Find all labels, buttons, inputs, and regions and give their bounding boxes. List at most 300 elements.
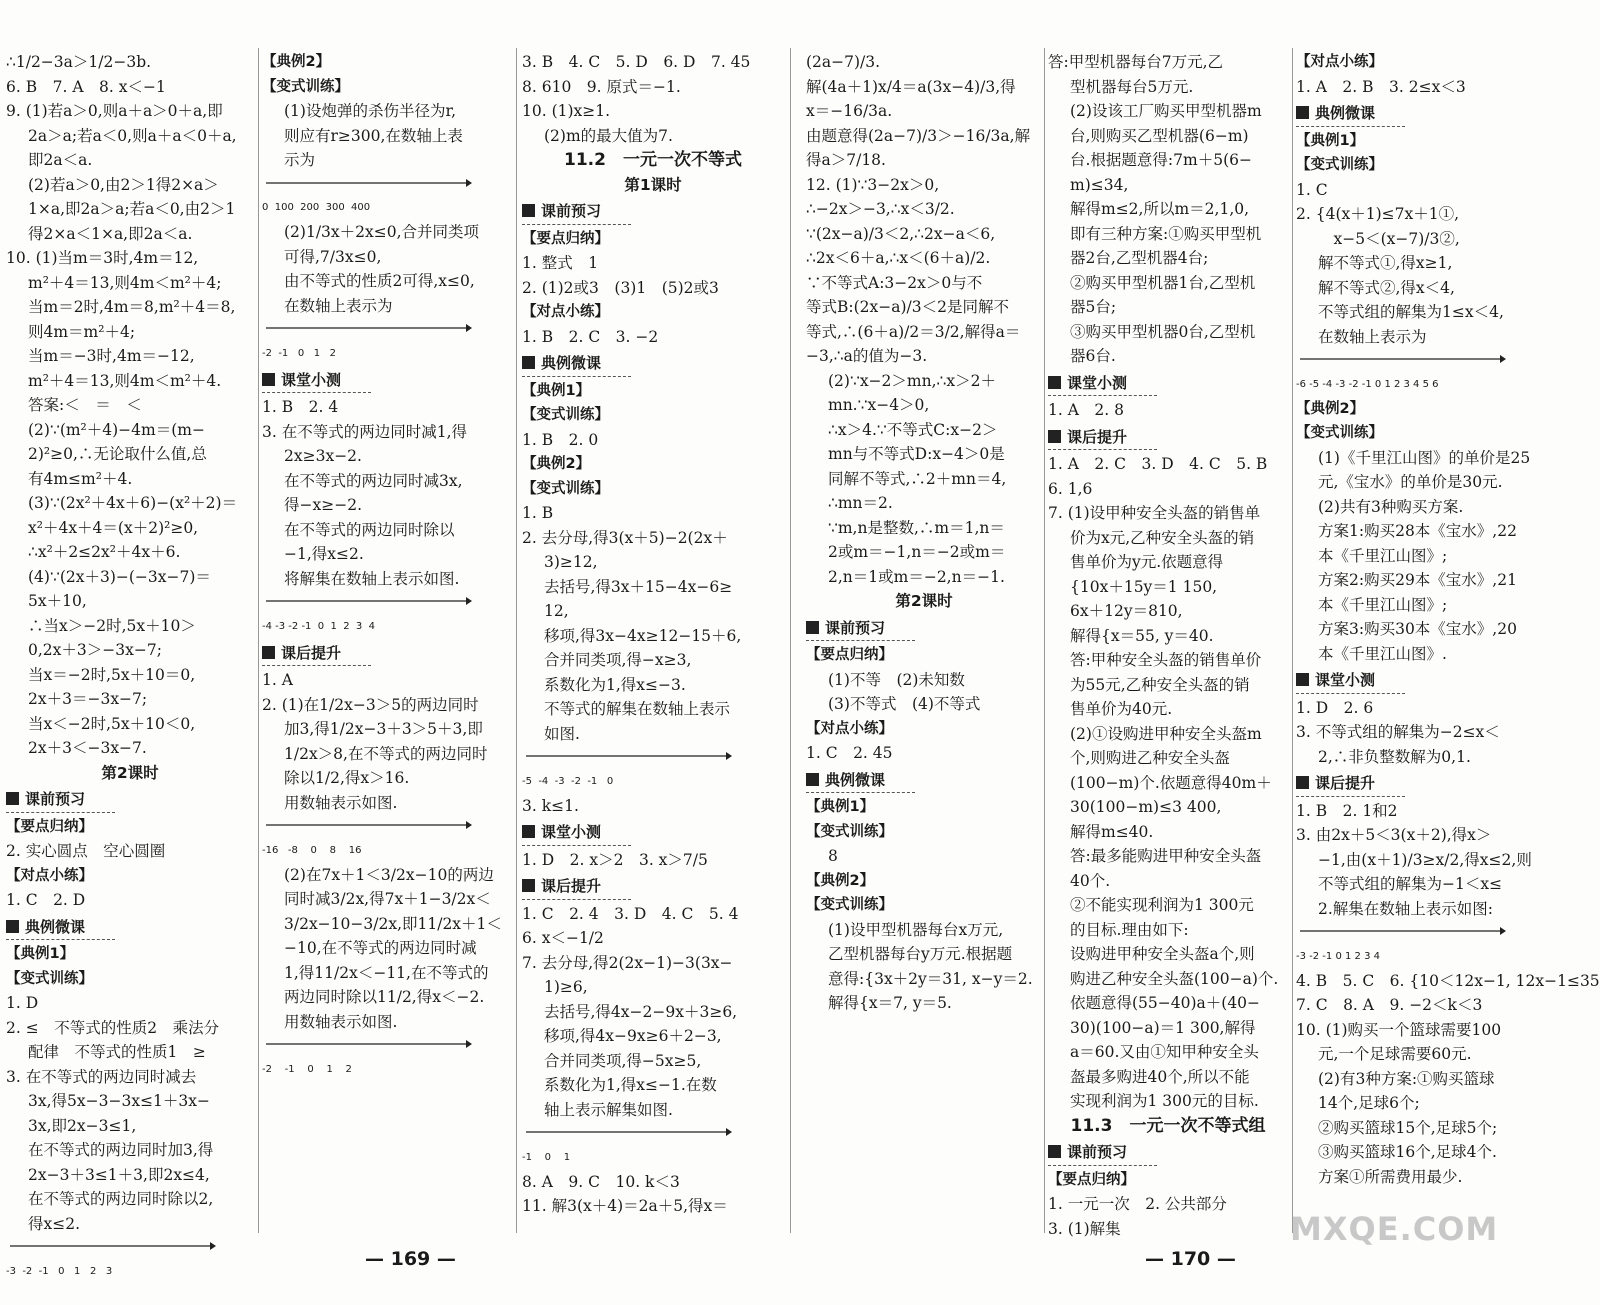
- section-marker-icon: [262, 373, 275, 386]
- answer-line-text: 答:甲型机器每台7万元,乙: [1048, 53, 1224, 71]
- answer-line: [806, 991, 1042, 1016]
- answer-line-text: 解得{x＝7, y＝5.: [828, 994, 952, 1012]
- answer-line-text: 3. 在不等式的两边同时减去: [6, 1067, 197, 1086]
- answer-line-text: (1)《千里江山图》的单价是25: [1318, 448, 1531, 467]
- answer-line-text: 由题意得(2a−7)/3＞−16/3a,解: [806, 126, 1031, 145]
- answer-line: [1296, 993, 1544, 1018]
- answer-line: [1296, 1116, 1544, 1141]
- answer-line-text: 7. (1)设甲种安全头盔的销售单: [1048, 504, 1261, 522]
- answer-line: [522, 276, 784, 301]
- answer-line: [806, 692, 1042, 717]
- lesson-title-text: 第2课时: [895, 592, 953, 610]
- answer-line: [1296, 823, 1544, 848]
- answer-line-text: 方案2:购买29本《宝水》,21: [1318, 571, 1517, 589]
- answer-line-text: m)≤34,: [1070, 175, 1129, 194]
- section-heading-text: 课前预习: [25, 790, 86, 808]
- answer-line: [1048, 550, 1288, 575]
- answer-line-text: 不等式组的解集为1≤x＜4,: [1318, 303, 1504, 321]
- bracket-heading: [6, 864, 254, 889]
- answer-line: [806, 148, 1042, 173]
- number-line-graphic: [262, 322, 472, 348]
- answer-line-text: 用数轴表示如图.: [284, 793, 398, 812]
- answer-line-text: 即有三种方案:①购买甲型机: [1070, 224, 1262, 243]
- answer-line-text: 11. 解3(x＋4)＝2a＋5,得x＝: [522, 1197, 728, 1215]
- answer-line-text: 有4m≤m²＋4.: [28, 469, 133, 488]
- bracket-heading-text: 【典例2】: [1296, 400, 1365, 417]
- column-6: [1296, 50, 1600, 1270]
- answer-line: [1296, 276, 1544, 301]
- number-line-graphic: [1296, 353, 1506, 379]
- answer-line: [806, 173, 1042, 198]
- section-marker-icon: [1296, 106, 1309, 119]
- answer-line-text: mn与不等式D:x−4＞0是: [828, 445, 1005, 463]
- answer-line: [6, 491, 254, 516]
- answer-line-text: 1. B 2. C 3. −2: [522, 327, 659, 346]
- section-heading-text: 课堂小测: [1067, 373, 1128, 392]
- answer-line-text: 3/2x−10−3/2x,即11/2x＋1＜: [284, 914, 502, 933]
- answer-line: [6, 1040, 254, 1065]
- answer-line-text: 1. C 2. 4 3. D 4. C 5. 4: [522, 904, 739, 923]
- answer-line-text: 2,∴非负整数解为0,1.: [1318, 747, 1471, 766]
- answer-line-text: 1. C: [1296, 180, 1328, 199]
- answer-line: [6, 1163, 254, 1188]
- section-heading: [262, 641, 371, 667]
- number-line: [1296, 353, 1544, 391]
- answer-line-text: 系数化为1,得x≤−3.: [544, 675, 686, 694]
- answer-line: [262, 99, 512, 124]
- answer-line-text: 7. C 8. A 9. −2＜k＜3: [1296, 996, 1483, 1014]
- answer-line: [262, 294, 512, 319]
- number-line-graphic: [1296, 925, 1506, 951]
- section-heading: [1296, 101, 1405, 127]
- number-line-labels: -1 0 1: [522, 1151, 571, 1163]
- answer-line-text: ∴1/2−3a＞1/2−3b.: [6, 53, 152, 71]
- bracket-heading-text: 【要点归纳】: [806, 647, 893, 663]
- answer-line-text: 1. B 2. 4: [262, 398, 339, 416]
- answer-line-text: 不等式的解集在数轴上表示: [544, 700, 731, 718]
- answer-line-text: 乙型机器每台y万元.根据题: [828, 945, 1013, 963]
- answer-line: [6, 565, 254, 590]
- answer-line-text: 1. B 2. 1和2: [1296, 801, 1398, 820]
- section-heading: [806, 616, 915, 642]
- answer-line-text: 本《千里江山图》;: [1318, 595, 1448, 614]
- answer-line-text: 当x＜−2时,5x＋10＜0,: [28, 714, 196, 733]
- number-line: [1296, 925, 1544, 963]
- bracket-heading: [1296, 421, 1544, 446]
- answer-line-text: 1)≥6,: [544, 978, 588, 996]
- answer-line: [262, 863, 512, 888]
- bracket-heading: [806, 893, 1042, 918]
- answer-line: [806, 99, 1042, 124]
- answer-line-text: 2. (1)2或3 (3)1 (5)2或3: [522, 278, 719, 297]
- answer-line-text: 在数轴上表示为: [284, 296, 393, 315]
- answer-line-text: 系数化为1,得x≤−1.在数: [544, 1076, 717, 1094]
- column-divider: [1044, 48, 1045, 1233]
- answer-line: [262, 936, 512, 961]
- bracket-heading: [806, 869, 1042, 894]
- answer-line-text: 6. x＜−1/2: [522, 929, 604, 947]
- column-4: [806, 50, 1042, 1270]
- answer-line-text: a＝60.又由①知甲种安全头: [1070, 1043, 1259, 1061]
- section-heading: [522, 199, 631, 225]
- answer-line: [522, 550, 784, 575]
- answer-line: [522, 1024, 784, 1049]
- answer-line: [806, 344, 1042, 369]
- column-divider: [258, 48, 259, 1233]
- answer-line-text: 14个,足球6个;: [1318, 1094, 1420, 1112]
- answer-line-text: 加3,得1/2x−3＋3＞5＋3,即: [284, 720, 483, 738]
- lesson-title: [522, 173, 784, 198]
- answer-line: [1048, 575, 1288, 600]
- answer-line-text: 当x＝−2时,5x＋10＝0,: [28, 665, 196, 684]
- answer-line: [1048, 599, 1288, 624]
- answer-line: [6, 736, 254, 761]
- answer-line-text: 6x＋12y＝810,: [1070, 602, 1183, 620]
- answer-line-text: 2x−3＋3≤1＋3,即2x≤4,: [28, 1165, 210, 1184]
- section-marker-icon: [806, 621, 819, 634]
- answer-line-text: ③购买篮球16个,足球4个.: [1318, 1143, 1497, 1161]
- section-heading: [6, 787, 115, 813]
- answer-line-text: (2)∵(m²＋4)−4m＝(m−: [28, 420, 205, 439]
- answer-line-text: ∴x＞4.∵不等式C:x−2＞: [828, 420, 998, 439]
- answer-line-text: 解得m≤2,所以m＝2,1,0,: [1070, 200, 1250, 218]
- column-divider: [516, 48, 517, 1233]
- answer-line: [1048, 398, 1288, 423]
- number-line: [262, 595, 512, 633]
- answer-line: [1296, 519, 1544, 544]
- answer-line: [1048, 173, 1288, 198]
- answer-line-text: 8. 610 9. 原式＝−1.: [522, 77, 681, 96]
- answer-line: [522, 325, 784, 350]
- bracket-heading: [806, 717, 1042, 742]
- answer-line-text: −3,∴a的值为−3.: [806, 347, 928, 365]
- answer-line: [522, 673, 784, 698]
- answer-line: [1048, 148, 1288, 173]
- answer-line: [6, 687, 254, 712]
- answer-line: [806, 516, 1042, 541]
- section-heading-text: 课前预习: [541, 202, 602, 220]
- column-5: [1048, 50, 1288, 1270]
- answer-line-text: 2.解集在数轴上表示如图:: [1318, 899, 1494, 918]
- answer-line-text: 如图.: [544, 724, 580, 743]
- answer-line-text: 移项,得4x−9x≥6＋2−3,: [544, 1027, 722, 1045]
- answer-line: [6, 888, 254, 913]
- number-line: [262, 322, 512, 360]
- bracket-heading-text: 【典例1】: [1296, 132, 1365, 149]
- answer-line-text: 30)(100−a)＝1 300,解得: [1070, 1018, 1256, 1037]
- answer-line-text: −10,在不等式的两边同时减: [284, 939, 477, 957]
- answer-line: [1048, 1040, 1288, 1065]
- section-marker-icon: [806, 773, 819, 786]
- answer-line: [1296, 1140, 1544, 1165]
- answer-line: [806, 124, 1042, 149]
- answer-line: [262, 961, 512, 986]
- answer-line: [522, 951, 784, 976]
- column-2: [262, 50, 512, 1270]
- answer-line: [262, 717, 512, 742]
- answer-line: [6, 991, 254, 1016]
- answer-line: [262, 220, 512, 245]
- section-heading: [6, 915, 115, 941]
- answer-line-text: 1. A 2. C 3. D 4. C 5. B: [1048, 455, 1268, 473]
- section-heading-text: 典例微课: [541, 354, 602, 372]
- section-marker-icon: [1296, 673, 1309, 686]
- answer-line-text: 两边同时除以11/2,得x＜−2.: [284, 988, 485, 1006]
- answer-line: [1048, 99, 1288, 124]
- answer-line-text: ∴当x＞−2时,5x＋10＞: [28, 616, 196, 635]
- answer-line: [6, 50, 254, 75]
- answer-line: [1048, 452, 1288, 477]
- answer-line-text: 解得m≤40.: [1070, 822, 1154, 841]
- answer-line-text: 个,则购进乙种安全头盔: [1070, 749, 1230, 767]
- answer-line: [6, 222, 254, 247]
- bracket-heading: [806, 820, 1042, 845]
- column-divider: [1292, 48, 1293, 1233]
- answer-line-text: 9. (1)若a＞0,则a＋a＞0＋a,即: [6, 102, 223, 120]
- answer-line: [262, 444, 512, 469]
- answer-line-text: 轴上表示解集如图.: [544, 1100, 673, 1119]
- answer-line-text: 则4m＝m²＋4;: [28, 322, 136, 341]
- answer-line: [1048, 477, 1288, 502]
- number-line-graphic: [262, 595, 472, 621]
- answer-line-text: −1,由(x＋1)/3≥x/2,得x≤2,则: [1318, 850, 1532, 869]
- number-line-graphic: [522, 750, 732, 776]
- answer-line: [1296, 202, 1544, 227]
- answer-line: [522, 75, 784, 100]
- answer-line: [522, 1073, 784, 1098]
- bracket-heading: [806, 643, 1042, 668]
- answer-line: [522, 926, 784, 951]
- answer-line: [262, 912, 512, 937]
- section-heading: [1048, 371, 1157, 397]
- answer-line: [806, 467, 1042, 492]
- answer-line-text: 1/2x＞8,在不等式的两边同时: [284, 744, 488, 763]
- answer-line: [1048, 1016, 1288, 1041]
- answer-line-text: 本《千里江山图》;: [1318, 546, 1448, 565]
- lesson-title: [1048, 1114, 1288, 1139]
- answer-line-text: 3x,得5x−3−3x≤1＋3x−: [28, 1092, 211, 1110]
- answer-line-text: 1. D 2. 6: [1296, 698, 1374, 717]
- section-marker-icon: [522, 825, 535, 838]
- bracket-heading-text: 【变式训练】: [1296, 157, 1383, 173]
- answer-line-text: 同时减3/2x,得7x＋1−3/2x＜: [284, 890, 491, 908]
- answer-line-text: 5x＋10,: [28, 592, 87, 610]
- answer-line-text: 实现利润为1 300元的目标.: [1070, 1092, 1259, 1110]
- answer-line: [522, 722, 784, 747]
- section-heading: [1048, 1140, 1157, 1166]
- answer-line: [262, 887, 512, 912]
- answer-line: [806, 320, 1042, 345]
- answer-line: [6, 712, 254, 737]
- answer-line: [806, 540, 1042, 565]
- bracket-heading-text: 【要点归纳】: [6, 818, 93, 835]
- answer-line-text: mn.∵x−4＞0,: [828, 396, 930, 414]
- bracket-heading-text: 【典例2】: [806, 872, 875, 889]
- section-marker-icon: [262, 646, 275, 659]
- answer-line: [806, 222, 1042, 247]
- answer-line: [1296, 568, 1544, 593]
- answer-line: [262, 1010, 512, 1035]
- answer-line: [1296, 872, 1544, 897]
- lesson-title-text: 第2课时: [101, 763, 159, 782]
- answer-line: [6, 124, 254, 149]
- section-heading-text: 典例微课: [25, 917, 86, 936]
- answer-line: [806, 565, 1042, 590]
- answer-line-text: ∴x²＋2≤2x²＋4x＋6.: [28, 543, 181, 561]
- answer-line: [522, 251, 784, 276]
- number-line-labels: -16 -8 0 8 16: [262, 844, 362, 856]
- answer-line-text: 10. (1)购买一个篮球需要100: [1296, 1020, 1502, 1039]
- lesson-title-text: 第1课时: [624, 175, 682, 194]
- answer-line-text: 得2×a＜1×a,即2a＜a.: [28, 224, 193, 243]
- answer-line: [6, 589, 254, 614]
- answer-line: [1296, 799, 1544, 824]
- bracket-heading: [1296, 50, 1544, 75]
- answer-line-text: 1. D 2. x＞2 3. x＞7/5: [522, 850, 708, 869]
- answer-line-text: ③购买甲型机器0台,乙型机: [1070, 322, 1256, 341]
- answer-line: [522, 1194, 784, 1219]
- answer-line-text: 在不等式的两边同时加3,得: [28, 1141, 214, 1159]
- answer-line: [262, 567, 512, 592]
- answer-line: [6, 173, 254, 198]
- section-heading: [522, 874, 631, 900]
- bracket-heading-text: 【变式训练】: [522, 407, 609, 423]
- answer-line: [806, 393, 1042, 418]
- answer-line-text: (1)设甲型机器每台x万元,: [828, 920, 1004, 939]
- bracket-heading-text: 【对点小练】: [522, 304, 609, 320]
- answer-line: [6, 1114, 254, 1139]
- bracket-heading: [262, 50, 512, 75]
- answer-line-text: 6. 1,6: [1048, 479, 1093, 498]
- answer-line-text: (2)∵x−2＞mn,∴x＞2＋: [828, 371, 996, 390]
- answer-line: [6, 540, 254, 565]
- answer-line-text: 10. (1)当m＝3时,4m＝12,: [6, 249, 199, 267]
- answer-line: [262, 518, 512, 543]
- answer-line-text: 在数轴上表示为: [1318, 327, 1427, 346]
- answer-line: [262, 542, 512, 567]
- lesson-title-text: 11.2 一元一次不等式: [564, 150, 742, 170]
- answer-line: [6, 271, 254, 296]
- answer-line: [1048, 197, 1288, 222]
- answer-line-text: 1×a,即2a＞a;若a＜0,由2＞1: [28, 200, 236, 218]
- answer-line: [1048, 1192, 1288, 1217]
- answer-line: [522, 1170, 784, 1195]
- number-line-labels: -4 -3 -2 -1 0 1 2 3 4: [262, 620, 376, 632]
- answer-line: [6, 442, 254, 467]
- answer-line: [6, 197, 254, 222]
- answer-line: [1048, 624, 1288, 649]
- answer-line-text: 等式,∴(6＋a)/2＝3/2,解得a＝: [806, 322, 1021, 341]
- answer-line: [1048, 1089, 1288, 1114]
- answer-line-text: (2)在7x＋1＜3/2x−10的两边: [284, 865, 494, 884]
- section-marker-icon: [6, 792, 19, 805]
- section-heading: [1296, 668, 1405, 694]
- answer-line-text: 可得,7/3x≤0,: [284, 247, 382, 266]
- answer-line: [1296, 227, 1544, 252]
- answer-line-text: 3. B 4. C 5. D 6. D 7. 45: [522, 53, 751, 71]
- number-line: [262, 819, 512, 857]
- answer-line: [522, 50, 784, 75]
- answer-line: [522, 501, 784, 526]
- answer-line-text: 12,: [544, 602, 569, 620]
- page-number-left: — 169 —: [365, 1248, 456, 1270]
- bracket-heading-text: 【典例1】: [806, 799, 875, 815]
- answer-line-text: 在不等式的两边同时除以2,: [28, 1190, 214, 1208]
- answer-line-text: 元,《宝水》的单价是30元.: [1318, 473, 1503, 491]
- answer-line: [1296, 178, 1544, 203]
- answer-line-text: 1. B 2. 0: [522, 430, 599, 449]
- answer-line-text: ∴−2x＞−3,∴x＜3/2.: [806, 200, 955, 218]
- section-heading-text: 典例微课: [1315, 104, 1376, 122]
- answer-line: [522, 1049, 784, 1074]
- section-heading: [262, 368, 371, 394]
- answer-line-text: 解得{x＝55, y＝40.: [1070, 626, 1214, 645]
- answer-line: [1296, 696, 1544, 721]
- answer-line-text: 即2a＜a.: [28, 151, 93, 169]
- answer-line-text: ∵(2x−a)/3＜2,∴2x−a＜6,: [806, 224, 996, 243]
- answer-line: [522, 697, 784, 722]
- answer-line: [262, 245, 512, 270]
- bracket-heading: [262, 75, 512, 100]
- answer-key-spread: [0, 40, 1600, 1277]
- section-heading: [806, 768, 915, 794]
- answer-line-text: (2)共有3种购买方案.: [1318, 497, 1464, 516]
- answer-line-text: 示为: [284, 151, 316, 169]
- answer-line-text: 3. 不等式组的解集为−2≤x＜: [1296, 723, 1500, 741]
- answer-line-text: 去括号,得4x−2−9x＋3≥6,: [544, 1002, 738, 1021]
- answer-line-text: 2x＋3＜−3x−7.: [28, 739, 147, 757]
- section-marker-icon: [522, 356, 535, 369]
- answer-line: [1296, 745, 1544, 770]
- answer-line-text: 器2台,乙型机器4台;: [1070, 249, 1209, 267]
- answer-line: [1048, 795, 1288, 820]
- bracket-heading-text: 【对点小练】: [1296, 54, 1383, 70]
- answer-line-text: 合并同类项,得−x≥3,: [544, 651, 692, 669]
- answer-line: [522, 624, 784, 649]
- answer-line-text: 2. 去分母,得3(x＋5)−2(2x＋: [522, 528, 728, 547]
- answer-line-text: 7. 去分母,得2(2x−1)−3(3x−: [522, 953, 733, 972]
- number-line: [522, 750, 784, 788]
- answer-line-text: 得a＞7/18.: [806, 151, 886, 169]
- bracket-heading-text: 【变式训练】: [6, 970, 93, 987]
- answer-line: [1048, 648, 1288, 673]
- answer-line: [262, 693, 512, 718]
- answer-line: [806, 741, 1042, 766]
- answer-line: [1296, 593, 1544, 618]
- answer-line-text: 购进乙种安全头盔(100−a)个.: [1070, 969, 1279, 988]
- answer-line: [1296, 495, 1544, 520]
- answer-line-text: (4)∵(2x＋3)−(−3x−7)＝: [28, 567, 211, 586]
- answer-line: [806, 50, 1042, 75]
- answer-line: [1048, 246, 1288, 271]
- answer-line: [1296, 1018, 1544, 1043]
- answer-line: [262, 124, 512, 149]
- answer-line-text: 2)²≥0,∴无论取什么值,总: [28, 445, 207, 463]
- answer-line-text: 配律 不等式的性质1 ≥: [28, 1043, 206, 1061]
- answer-line: [522, 1098, 784, 1123]
- answer-line-text: 1. 一元一次 2. 公共部分: [1048, 1195, 1227, 1213]
- section-heading-text: 课前预习: [825, 618, 886, 637]
- answer-line: [262, 148, 512, 173]
- answer-line: [1296, 544, 1544, 569]
- answer-line: [1048, 673, 1288, 698]
- answer-line-text: ∵不等式A:3−2x＞0与不: [806, 273, 983, 292]
- answer-line-text: 元,一个足球需要60元.: [1318, 1045, 1472, 1063]
- answer-line-text: x²＋4x＋4＝(x＋2)²≥0,: [28, 518, 199, 537]
- answer-line-text: 售单价为40元.: [1070, 700, 1173, 718]
- answer-line-text: ②购买甲型机器1台,乙型机: [1070, 273, 1256, 292]
- answer-line: [1296, 1091, 1544, 1116]
